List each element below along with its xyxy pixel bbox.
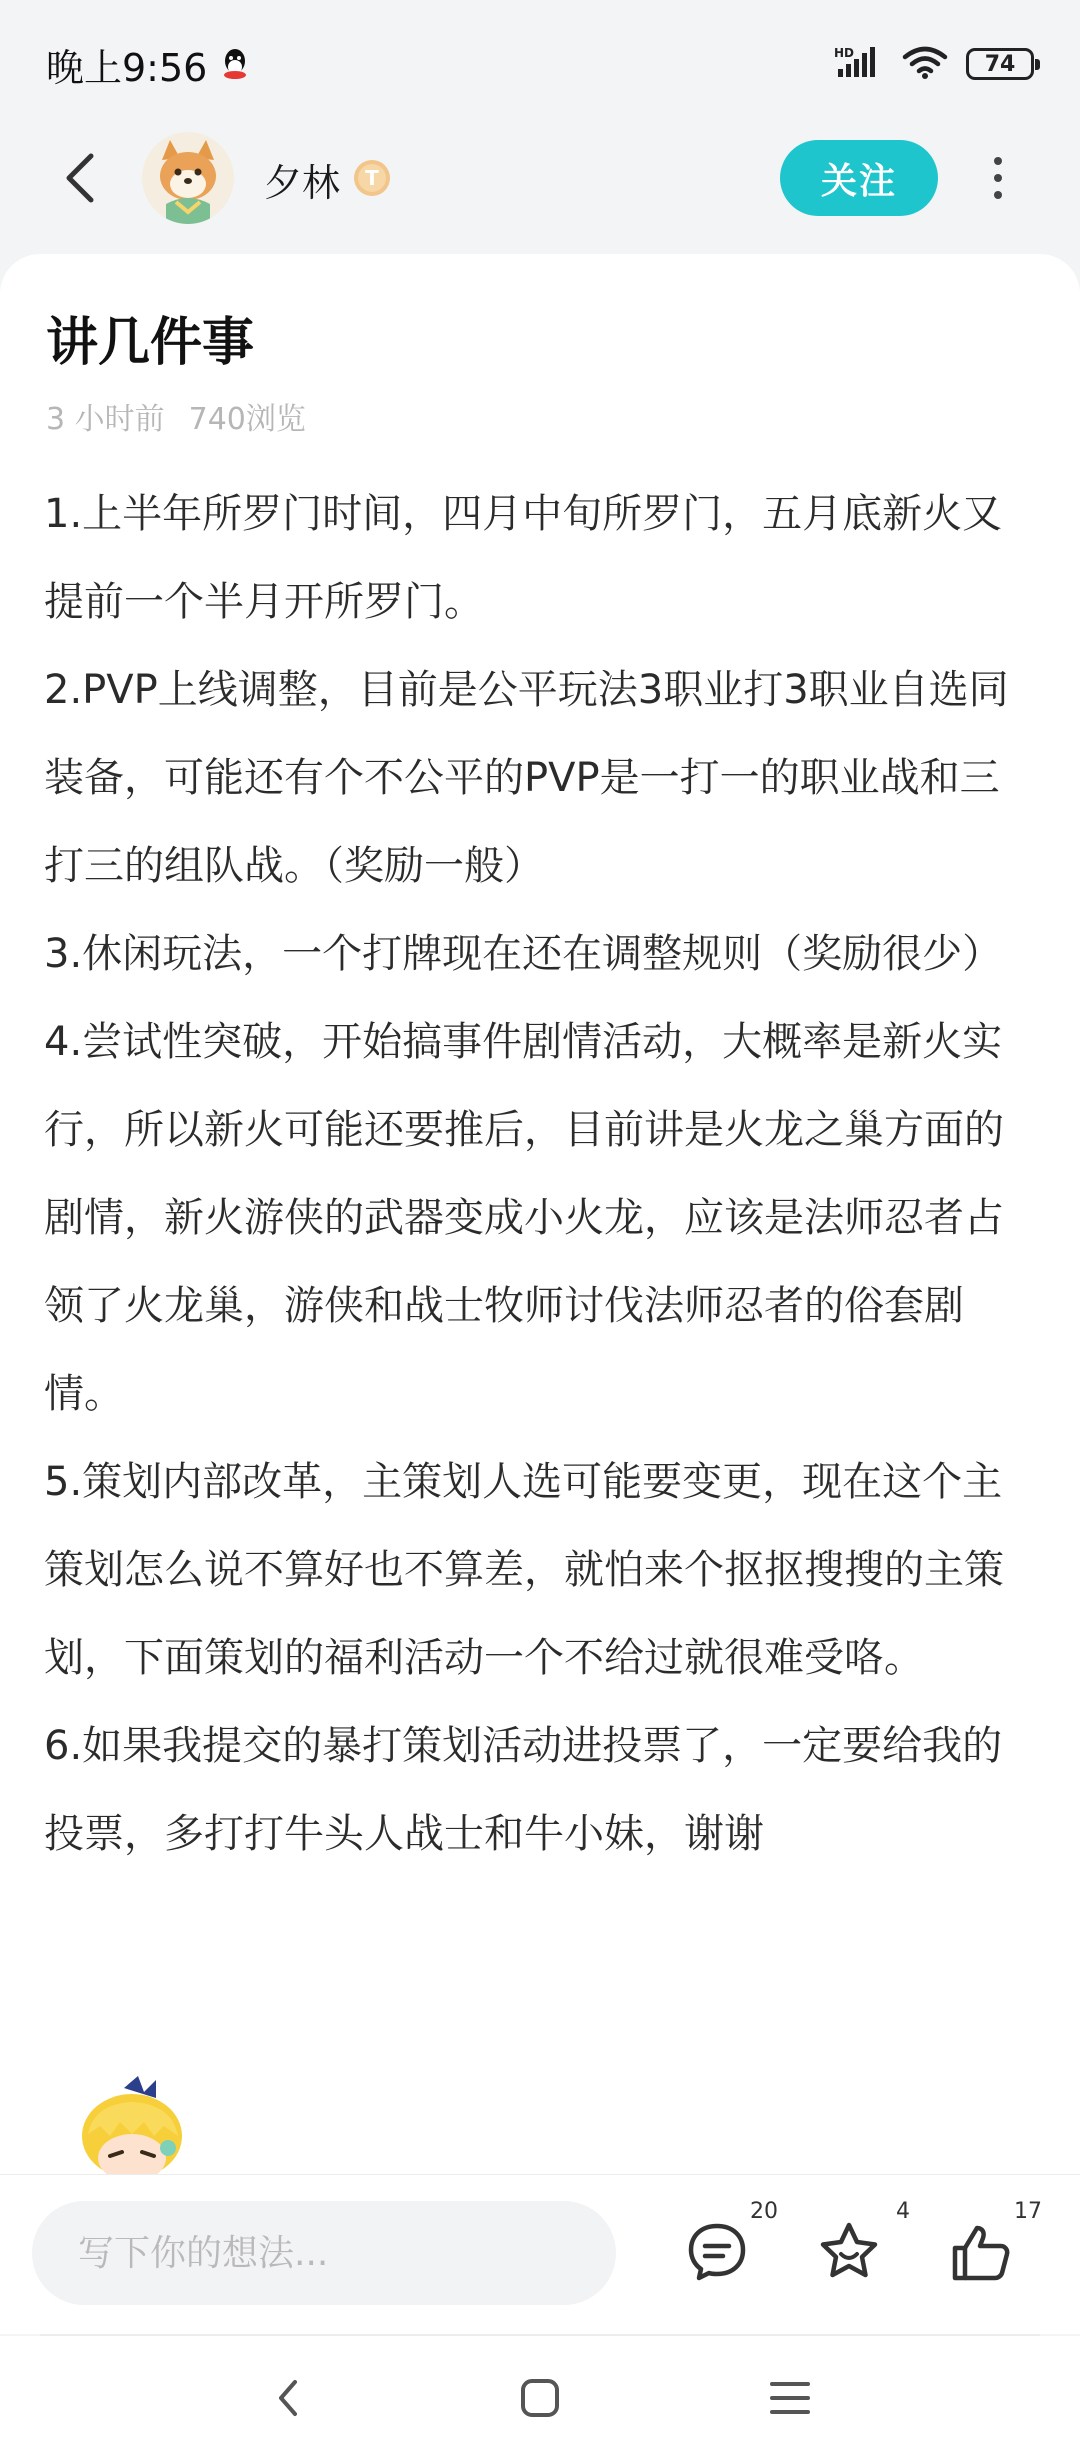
comment-input[interactable] [32, 2201, 616, 2305]
like-count: 17 [1014, 2199, 1042, 2224]
battery-level: 74 [984, 51, 1016, 77]
nav-back-button[interactable] [256, 2366, 320, 2430]
author-name[interactable]: 夕林 [264, 161, 341, 205]
nav-menu-icon [768, 2376, 812, 2420]
star-icon [817, 2220, 881, 2284]
comment-icon [685, 2220, 749, 2284]
nav-back-icon [273, 2376, 303, 2420]
more-vertical-icon [994, 157, 1002, 165]
more-dot [994, 191, 1002, 199]
qq-icon [221, 47, 249, 81]
more-options-button[interactable] [974, 148, 1022, 208]
comment-button[interactable] [672, 2199, 778, 2297]
wifi-icon [902, 45, 948, 83]
favorite-button[interactable] [804, 2199, 910, 2297]
post-paragraph: 5.策划内部改革，主策划人选可能要变更，现在这个主策划怎么说不算好也不算差，就怕来个抠抠搜搜的主策划，下面策划的福利活动一个不给过就很难受咯。 [44, 1459, 1004, 1681]
author-avatar[interactable] [142, 132, 234, 224]
comment-count: 20 [750, 2199, 778, 2224]
network-type-label: HD [834, 46, 855, 60]
system-nav-bar [0, 2336, 1080, 2460]
post-header [0, 128, 1080, 228]
nav-menu-button[interactable] [758, 2366, 822, 2430]
post-paragraph: 1.上半年所罗门时间，四月中旬所罗门，五月底新火又提前一个半月开所罗门。 [44, 491, 1003, 625]
thumbs-up-icon [949, 2220, 1013, 2284]
post-meta [46, 394, 306, 438]
signal-icon [834, 45, 884, 83]
more-dot [994, 174, 1002, 182]
post-paragraph: 3.休闲玩法，一个打牌现在还在调整规则（奖励很少） [44, 931, 1003, 977]
follow-button[interactable]: 关注 [780, 140, 938, 216]
nav-home-button[interactable] [508, 2366, 572, 2430]
post-paragraph: 4.尝试性突破，开始搞事件剧情活动，大概率是新火实行，所以新火可能还要推后，目前讲是火龙之巢方面的剧情，新火游侠的武器变成小火龙，应该是法师忍者占领了火龙巢，游侠和战士牧师讨伐法师忍者的俗套剧情。 [44, 1019, 1004, 1417]
anime-sticker-image [64, 2074, 224, 2174]
back-button[interactable] [52, 150, 108, 206]
post-paragraph: 6.如果我提交的暴打策划活动进投票了，一定要给我的投票，多打打牛头人战士和牛小妹，谢谢 [44, 1723, 1003, 1857]
status-time: 晚上9:56 [46, 45, 208, 90]
favorite-count: 4 [896, 2199, 910, 2224]
level-badge-icon [352, 158, 392, 198]
post-title: 讲几件事 [46, 313, 255, 373]
post-body [44, 470, 1024, 1878]
post-time: 3 小时前 [46, 402, 165, 437]
post-paragraph: 2.PVP上线调整，目前是公平玩法3职业打3职业自选同装备，可能还有个不公平的PVP是一打一的职业战和三打三的组队战。（奖励一般） [44, 667, 1009, 889]
post-card [0, 254, 1080, 2174]
status-bar [0, 0, 1080, 128]
level-badge-label: T [365, 166, 379, 190]
like-button[interactable] [936, 2199, 1042, 2297]
back-arrow-icon [63, 152, 97, 204]
comment-bar [0, 2174, 1080, 2334]
battery-icon [966, 48, 1034, 80]
post-views: 740浏览 [188, 402, 306, 437]
status-icons [834, 45, 1034, 83]
nav-home-icon [518, 2376, 562, 2420]
avatar-shiba-icon [142, 132, 234, 224]
